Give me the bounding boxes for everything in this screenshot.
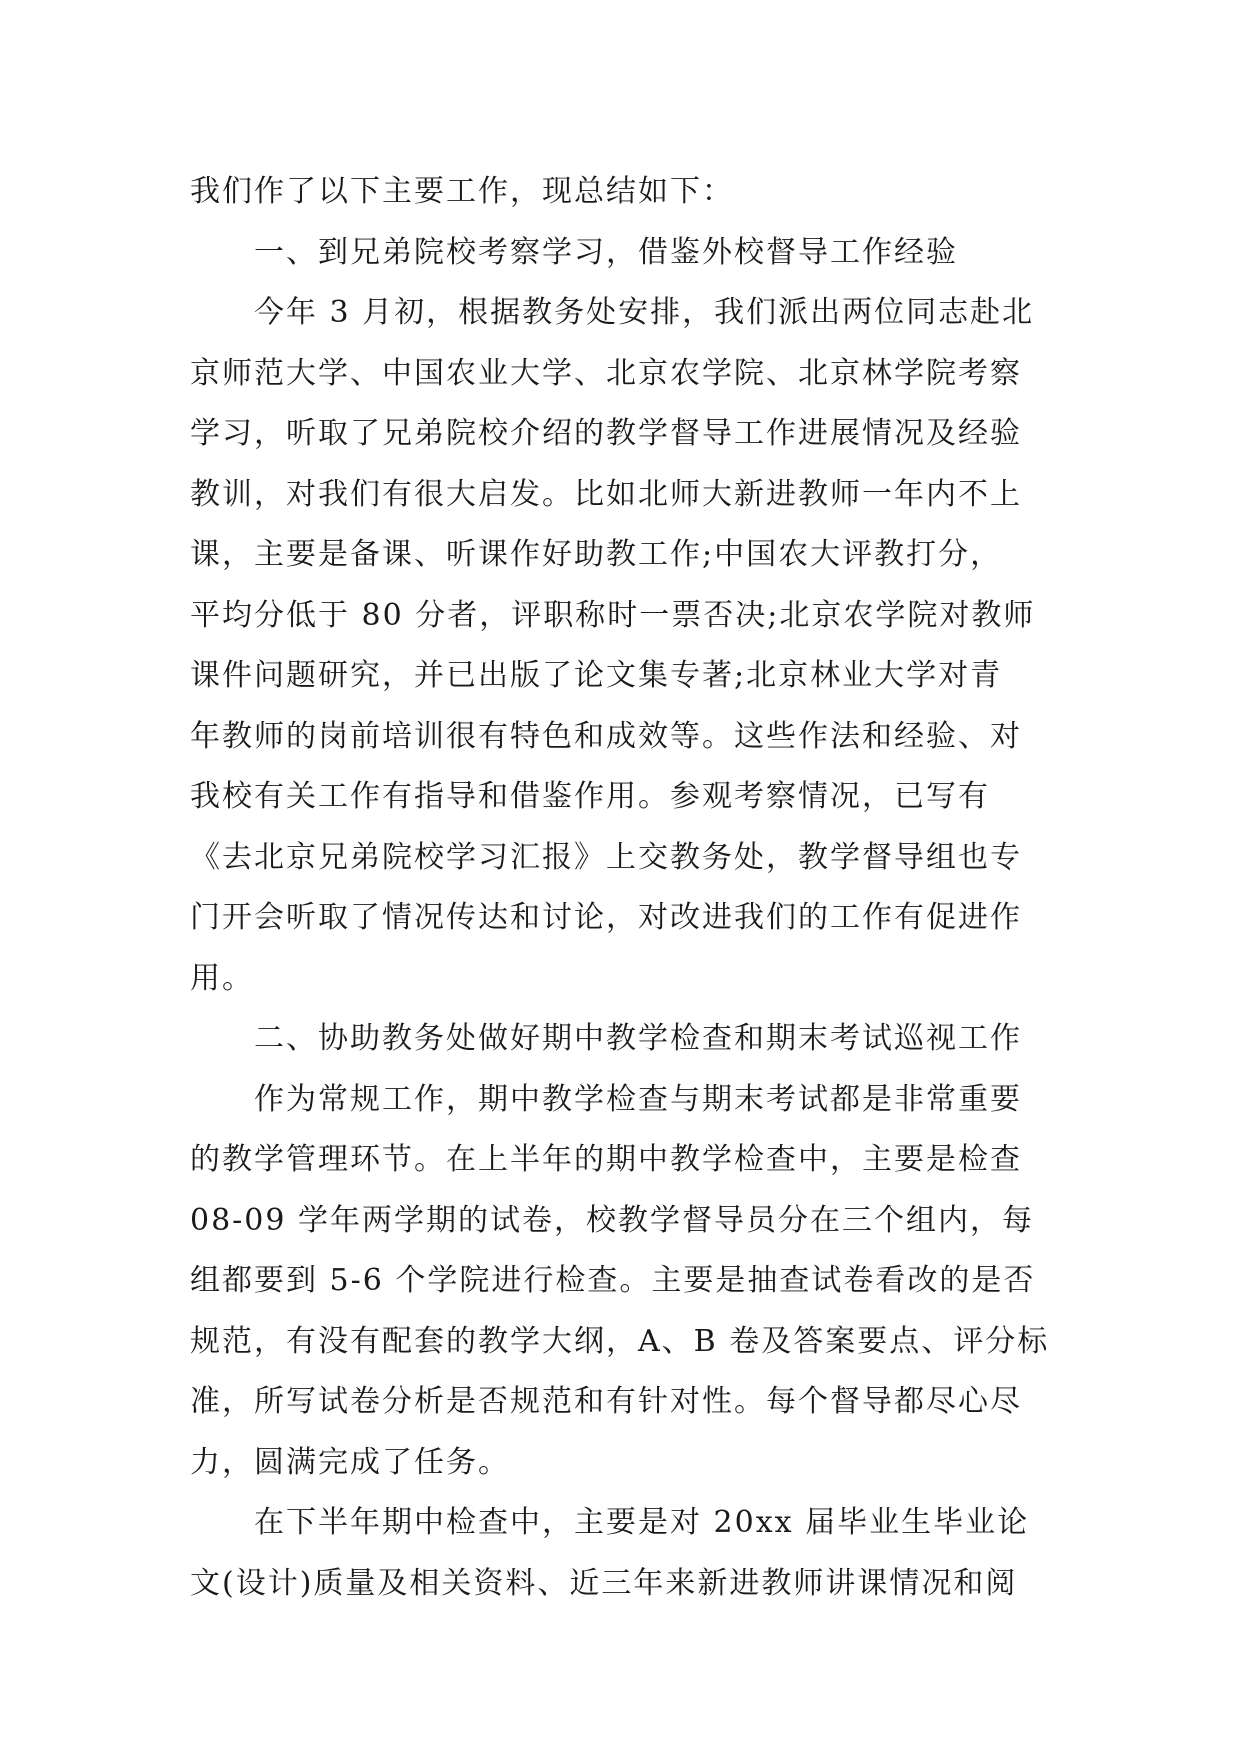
text-line: 教训，对我们有很大启发。比如北师大新进教师一年内不上 <box>190 476 1022 512</box>
text-line: 规范，有没有配套的教学大纲，A、B 卷及答案要点、评分标 <box>190 1323 1050 1359</box>
section-heading-2: 二、协助教务处做好期中教学检查和期末考试巡视工作 <box>254 1021 1022 1056</box>
text-line: 《去北京兄弟院校学习汇报》上交教务处，教学督导组也专 <box>190 839 1022 875</box>
text-line: 准，所写试卷分析是否规范和有针对性。每个督导都尽心尽 <box>190 1384 1022 1419</box>
text-line: 京师范大学、中国农业大学、北京农学院、北京林学院考察 <box>190 355 1022 391</box>
text-line: 文(设计)质量及相关资料、近三年来新进教师讲课情况和阅 <box>190 1565 1018 1601</box>
document-body <box>190 162 1050 1614</box>
text-line: 我校有关工作有指导和借鉴作用。参观考察情况，已写有 <box>190 779 990 814</box>
text-line: 我们作了以下主要工作，现总结如下： <box>190 174 734 209</box>
text-line: 力，圆满完成了任务。 <box>190 1444 510 1480</box>
text-line: 门开会听取了情况传达和讨论，对改进我们的工作有促进作 <box>190 900 1022 935</box>
text-line: 学习，听取了兄弟院校介绍的教学督导工作进展情况及经验 <box>190 416 1022 451</box>
text-line: 课件问题研究，并已出版了论文集专著;北京林业大学对青 <box>190 658 1003 693</box>
paragraph-start: 在下半年期中检查中，主要是对 20xx 届毕业生毕业论 <box>254 1505 1030 1540</box>
paragraph-start: 作为常规工作，期中教学检查与期末考试都是非常重要 <box>254 1081 1022 1117</box>
text-line: 平均分低于 80 分者，评职称时一票否决;北京农学院对教师 <box>190 597 1036 633</box>
text-line: 08-09 学年两学期的试卷，校教学督导员分在三个组内，每 <box>190 1202 1035 1238</box>
text-line: 课，主要是备课、听课作好助教工作;中国农大评教打分， <box>190 537 1003 572</box>
text-line: 组都要到 5-6 个学院进行检查。主要是抽查试卷看改的是否 <box>190 1263 1036 1298</box>
text-line: 的教学管理环节。在上半年的期中教学检查中，主要是检查 <box>190 1142 1022 1177</box>
paragraph-start: 今年 3 月初，根据教务处安排，我们派出两位同志赴北 <box>254 295 1035 330</box>
section-heading-1: 一、到兄弟院校考察学习，借鉴外校督导工作经验 <box>254 234 958 270</box>
text-line: 年教师的岗前培训很有特色和成效等。这些作法和经验、对 <box>190 718 1022 754</box>
text-line: 用。 <box>190 960 254 996</box>
